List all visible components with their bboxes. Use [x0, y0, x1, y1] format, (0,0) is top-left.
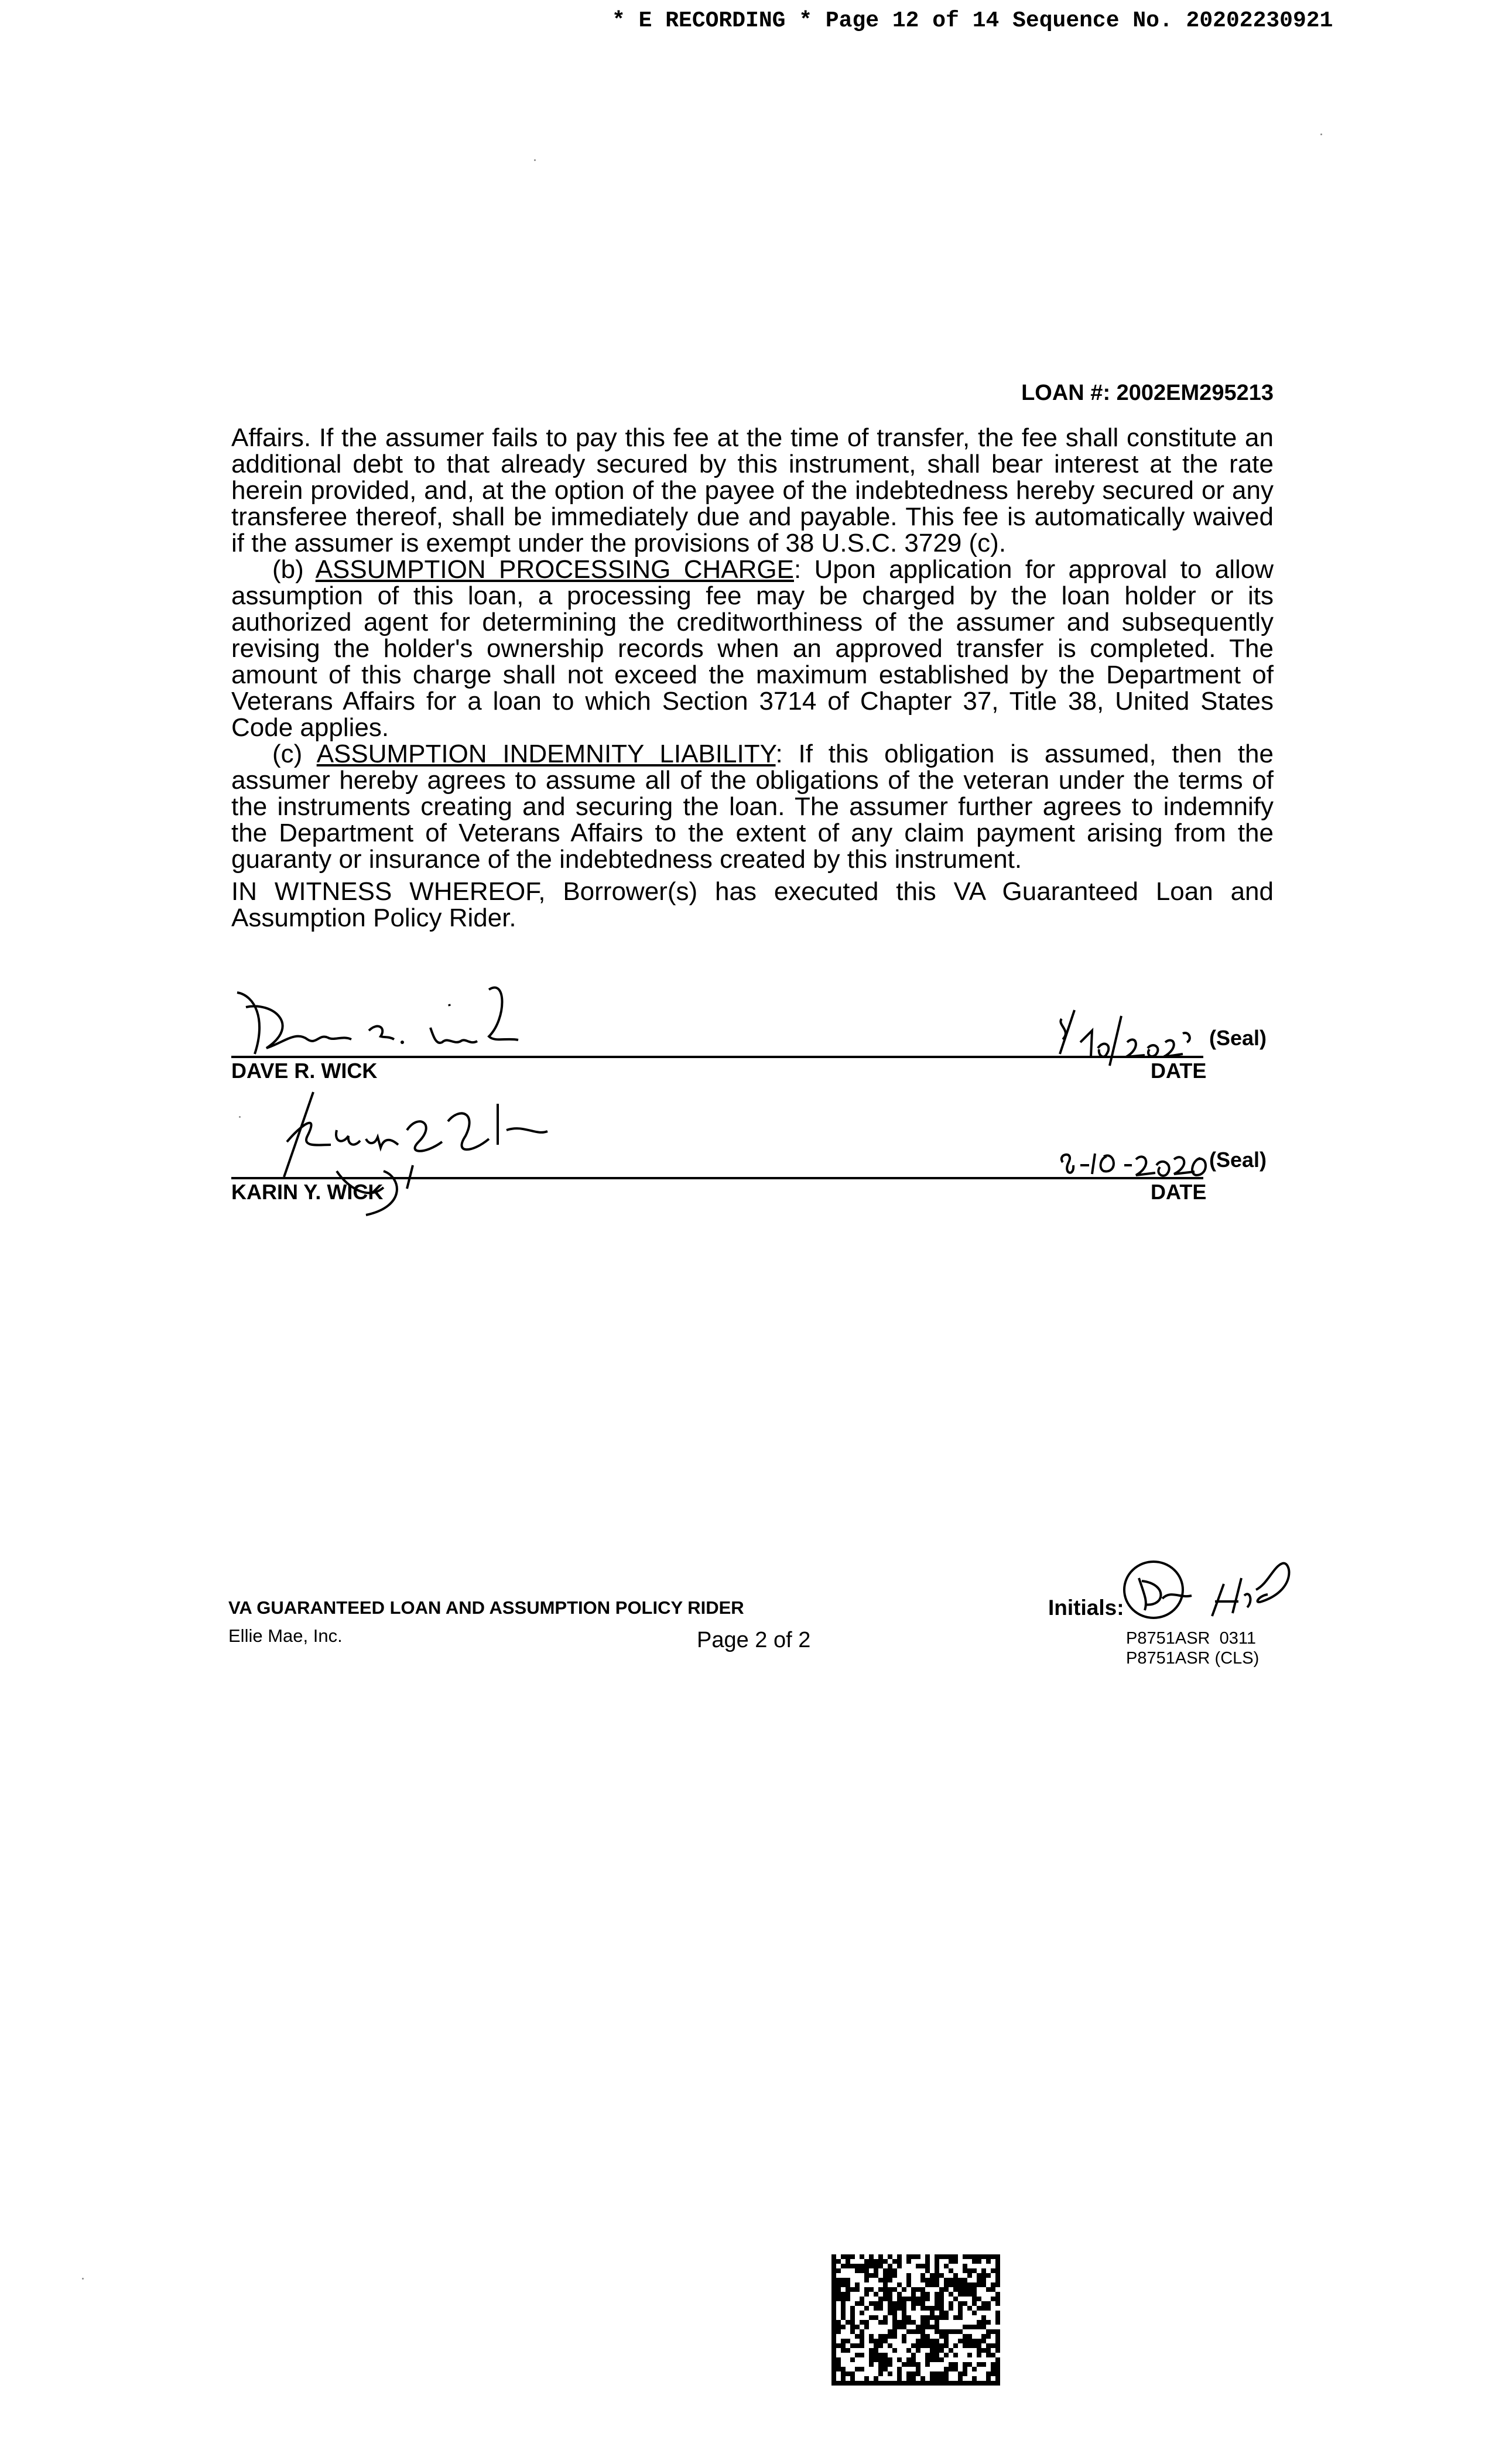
paragraph-continuation: Affairs. If the assumer fails to pay this fee at the time of transfer, the fee shall constitute an additional debt to that already secured by this instrument, shall bear interest at the rate herein provided, and, at the option of the payee of the indebtedness hereby secured or any transferee thereof, shall be immediately due and payable. This fee is automatically waived if the assumer is exempt under the provisions of 38 U.S.C. 3729 (c). [231, 423, 1274, 557]
scan-speck [239, 1116, 241, 1118]
witness-clause: IN WITNESS WHEREOF, Borrower(s) has executed this VA Guaranteed Loan and Assumption Policy Rider. [231, 877, 1274, 932]
initials-label: Initials: [1048, 1596, 1124, 1620]
form-code-1: P8751ASR 0311 [1126, 1629, 1256, 1648]
paragraph-c-heading: ASSUMPTION INDEMNITY LIABILITY [316, 740, 776, 768]
signature-dave-icon [231, 972, 583, 1060]
barcode-2d-icon [831, 2254, 1001, 2389]
scan-speck [82, 2278, 84, 2280]
paragraph-b-heading: ASSUMPTION PROCESSING CHARGE [315, 555, 794, 584]
footer-company: Ellie Mae, Inc. [228, 1625, 343, 1646]
signature-block-karin [231, 1089, 1279, 1230]
rider-body [231, 425, 1274, 872]
recording-header: * E RECORDING * Page 12 of 14 Sequence No. 20202230921 [612, 8, 1333, 33]
paragraph-b-text: : Upon application for approval to allow assumption of this loan, a processing fee may be charged by the loan holder or its authorized agent for determining the creditworthiness of the assumer and subsequently revising the holder's ownership records when an approved transfer is completed. The amount of this charge shall not exceed the maximum established by the Department of Veterans Affairs for a loan to which Section 3714 of Chapter 37, Title 38, United States Code applies. [231, 555, 1274, 742]
form-code-2: P8751ASR (CLS) [1126, 1649, 1260, 1668]
paragraph-c [231, 741, 1274, 872]
paragraph-b [231, 556, 1274, 741]
footer-page-number: Page 2 of 2 [697, 1628, 811, 1652]
seal-label-karin: (Seal) [1209, 1148, 1267, 1172]
date-label-karin: DATE [1151, 1180, 1207, 1204]
footer-form-title: VA GUARANTEED LOAN AND ASSUMPTION POLICY RIDER [228, 1597, 744, 1618]
scan-speck [534, 159, 536, 161]
initials-signature-icon [1121, 1555, 1320, 1625]
paragraph-c-prefix: (c) [272, 740, 317, 768]
signature-block-dave [231, 972, 1279, 1089]
date-label-dave: DATE [1151, 1059, 1207, 1083]
seal-label-dave: (Seal) [1209, 1026, 1267, 1050]
loan-number: LOAN #: 2002EM295213 [1021, 381, 1274, 405]
scan-speck [1320, 134, 1322, 135]
paragraph-c-text: : If this obligation is assumed, then the assumer hereby agrees to assume all of the obligations of the veteran under the terms of the instruments creating and securing the loan. The assumer further agrees to indemnify the Department of Veterans Affairs to the extent of any claim payment arising from the guaranty or insurance of the indebtedness created by this instrument. [231, 740, 1274, 874]
signer-name-karin: KARIN Y. WICK [231, 1180, 384, 1204]
paragraph-b-prefix: (b) [272, 555, 316, 584]
signer-name-dave: DAVE R. WICK [231, 1059, 378, 1083]
